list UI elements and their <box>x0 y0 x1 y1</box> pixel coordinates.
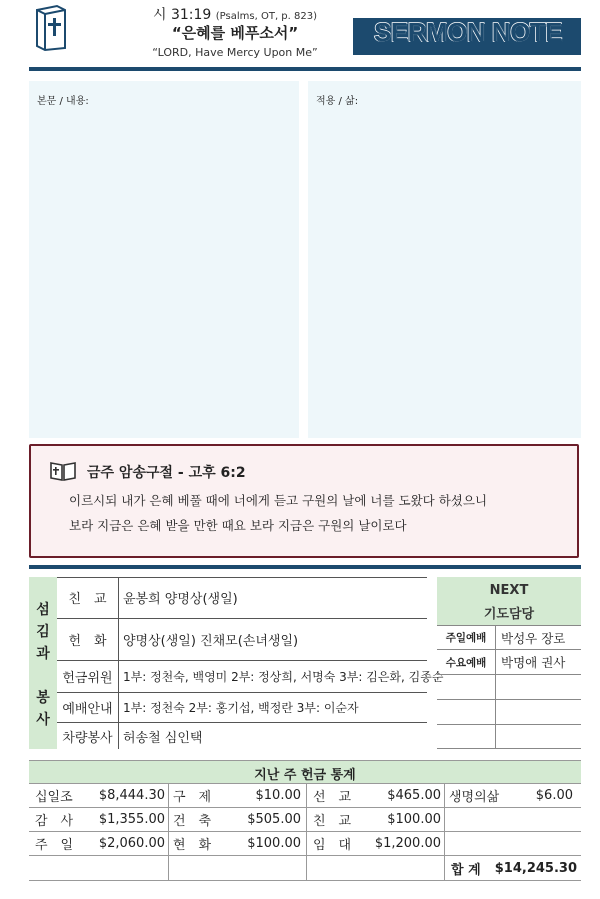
ministry-side-label <box>29 577 57 749</box>
ministry-row-value: 윤봉희 양명상(생일) <box>123 592 238 607</box>
ministry-row-value: 1부: 정천숙 2부: 홍기섭, 백정란 3부: 이순자 <box>123 701 359 715</box>
side-label-char: 김 <box>36 624 50 640</box>
ministry-row-value: 허송철 심인택 <box>123 730 203 746</box>
offering-label: 십일조 <box>35 790 73 805</box>
ministry-row-label: 차량봉사 <box>57 723 119 749</box>
memory-verse-line-2: 보라 지금은 은혜 받을 만한 때요 보라 지금은 구원의 날이로다 <box>69 518 407 533</box>
next-prayer-service: 주일예배 <box>437 626 496 649</box>
ministry-row-offering-committee <box>57 661 444 693</box>
bible-cross-icon <box>31 4 71 52</box>
next-prayer-service <box>437 675 496 699</box>
offering-amount: $1,200.00 <box>374 836 441 851</box>
next-prayer-leader: 박명애 권사 <box>501 655 566 670</box>
next-prayer-row <box>437 625 581 650</box>
ministry-row-ushers <box>57 693 427 723</box>
sermon-note-label <box>358 17 578 48</box>
section-divider <box>29 565 581 569</box>
offering-amount: $1,355.00 <box>98 812 165 827</box>
side-label-char: 사 <box>36 712 50 728</box>
offering-total-row <box>29 856 581 881</box>
offering-label: 감 사 <box>35 814 74 829</box>
next-prayer-row <box>437 700 581 725</box>
ministry-row-label: 헌 화 <box>57 619 119 660</box>
offering-label: 주 일 <box>35 838 74 853</box>
next-prayer-service: 수요예배 <box>437 650 496 674</box>
ministry-row-label: 헌금위원 <box>57 661 119 692</box>
ministry-row-fellowship <box>57 577 427 619</box>
offering-amount: $8,444.30 <box>98 788 165 803</box>
stats-column-divider <box>168 784 169 881</box>
offering-row <box>29 784 581 808</box>
sermon-title-english: “LORD, Have Mercy Upon Me” <box>152 46 318 59</box>
offering-amount: $10.00 <box>255 788 301 803</box>
offering-amount: $100.00 <box>387 812 441 827</box>
open-bible-icon <box>49 460 77 482</box>
memory-verse-title: 금주 암송구절 - 고후 6:2 <box>87 465 246 481</box>
memory-verse-line-1: 이르시되 내가 은혜 베풀 때에 너에게 듣고 구원의 날에 너를 도왔다 하셨으니 <box>69 493 488 508</box>
offering-label: 현 화 <box>173 838 212 853</box>
side-label-char: 봉 <box>36 690 50 706</box>
application-label: 적용 / 삶: <box>316 96 359 107</box>
sermon-note-text: SERMON NOTE <box>373 17 563 47</box>
verse-ref-main: 시 31:19 <box>153 7 212 23</box>
offering-amount: $465.00 <box>387 788 441 803</box>
ministry-row-value: 1부: 정천숙, 백영미 2부: 정상희, 서명숙 3부: 김은화, 김종순 <box>123 670 444 684</box>
ministry-row-value: 양명상(생일) 진채모(손녀생일) <box>123 634 299 649</box>
next-prayer-row <box>437 725 581 749</box>
next-prayer-header <box>437 577 581 625</box>
notes-application-panel[interactable] <box>308 81 581 438</box>
next-prayer-row <box>437 650 581 675</box>
next-prayer-service <box>437 700 496 724</box>
ministry-row-flowers <box>57 619 427 661</box>
header-divider <box>29 67 581 71</box>
offering-row <box>29 808 581 832</box>
next-prayer-row <box>437 675 581 700</box>
side-label-char: 과 <box>36 646 50 662</box>
ministry-row-label: 친 교 <box>57 577 119 618</box>
offering-row <box>29 832 581 856</box>
offering-label: 구 제 <box>173 790 212 805</box>
ministry-row-vehicle <box>57 723 427 749</box>
offering-amount: $100.00 <box>247 836 301 851</box>
next-prayer-service <box>437 725 496 748</box>
stats-column-divider <box>444 784 445 881</box>
offering-label: 친 교 <box>313 814 352 829</box>
offering-total-label: 합 계 <box>451 862 481 878</box>
offering-stats-title: 지난 주 헌금 통계 <box>254 768 356 783</box>
next-prayer-grid <box>437 625 581 749</box>
verse-ref-detail: (Psalms, OT, p. 823) <box>215 11 317 22</box>
sermon-title: “은혜를 베푸소서” <box>171 24 299 42</box>
offering-amount: $6.00 <box>535 788 573 803</box>
side-label-char: 섬 <box>36 602 50 618</box>
offering-label: 생명의삶 <box>449 790 500 805</box>
ministry-row-label: 예배안내 <box>57 693 119 722</box>
next-prayer-leader: 박성우 장로 <box>501 630 566 646</box>
notes-content-panel[interactable] <box>29 81 299 438</box>
stats-column-divider <box>306 784 307 881</box>
verse-reference <box>120 4 350 24</box>
offering-stats-header <box>29 760 581 784</box>
offering-label: 건 축 <box>173 814 212 829</box>
offering-amount: $2,060.00 <box>98 836 165 851</box>
offering-amount: $505.00 <box>247 812 301 827</box>
content-label: 본문 / 내용: <box>37 96 89 107</box>
offering-label: 선 교 <box>313 790 352 805</box>
memory-verse-box <box>29 444 579 558</box>
offering-label: 임 대 <box>313 838 352 853</box>
next-subtitle: 기도담당 <box>483 607 535 622</box>
offering-total-amount: $14,245.30 <box>494 860 577 876</box>
next-title: NEXT <box>489 583 529 598</box>
